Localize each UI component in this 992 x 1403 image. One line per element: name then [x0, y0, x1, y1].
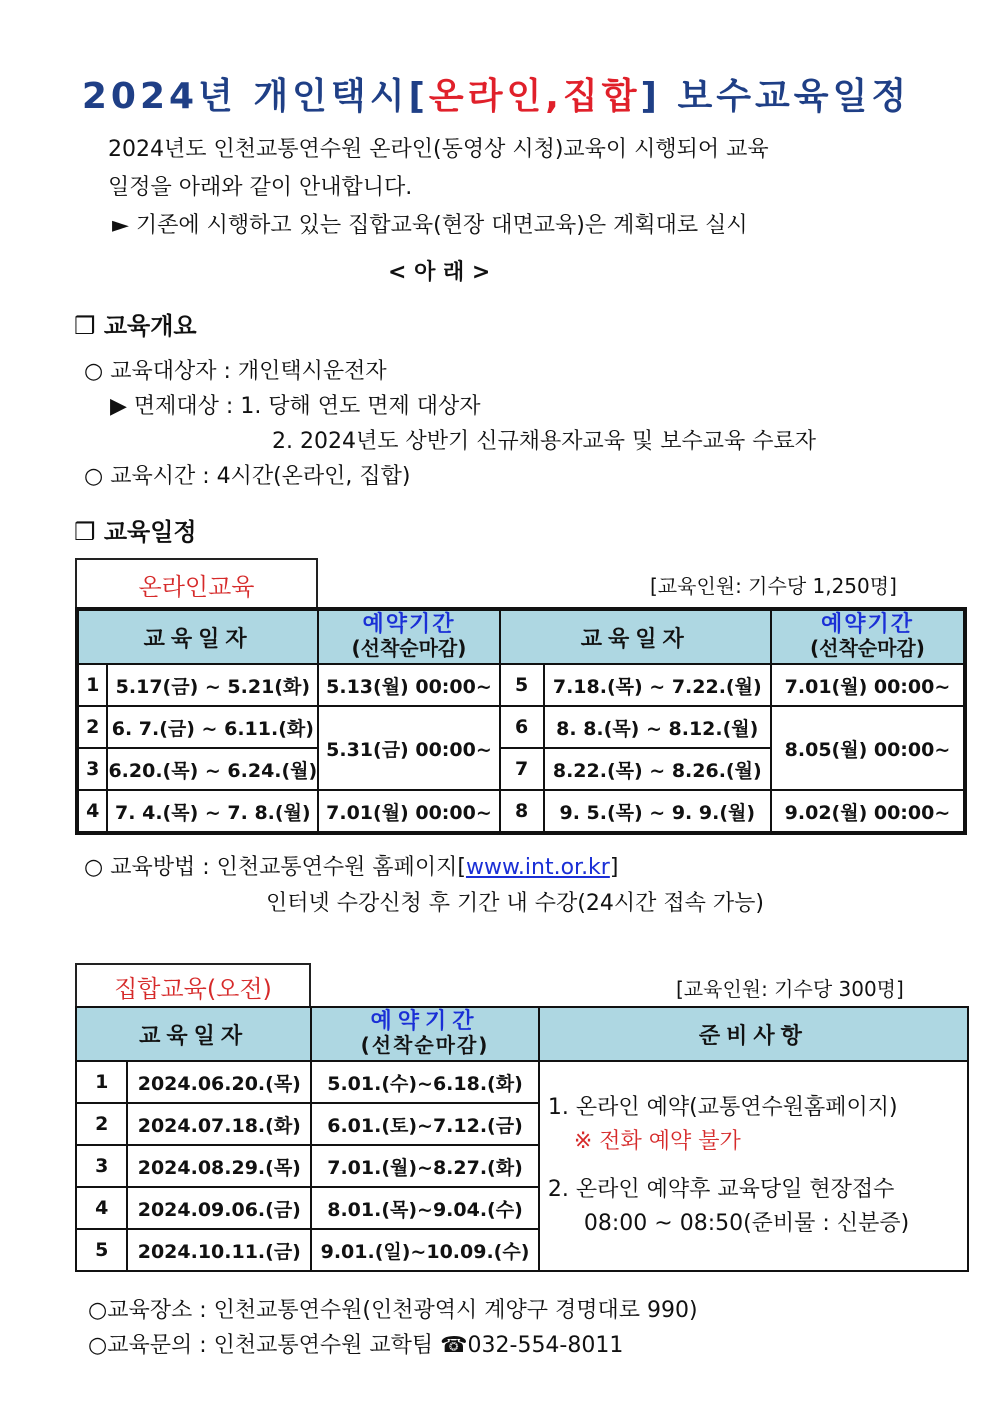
row-number: 7 [500, 748, 544, 790]
prep-item-1: 1. 온라인 예약(교통연수원홈페이지) [547, 1095, 898, 1120]
online-method-1: ○ 교육방법 : 인천교통연수원 홈페이지[www.int.or.kr] [84, 855, 619, 880]
col-header-date: 교육일자 [76, 1007, 311, 1061]
prep-item-2: 2. 온라인 예약후 교육당일 현장접수 [547, 1177, 895, 1202]
page-title: 2024년 개인택시[온라인,집합] 보수교육일정 [81, 76, 911, 117]
footer-place: ○교육장소 : 인천교통연수원(인천광역시 계양구 경명대로 990) [88, 1298, 698, 1323]
education-date: 6. 7.(금) ~ 6.11.(화) [107, 706, 318, 748]
reservation-period: 7.01.(월)~8.27.(화) [311, 1145, 539, 1187]
reservation-period: 8.05(월) 00:00~ [771, 706, 964, 790]
col-header-period: 예약기간 (선착순마감) [311, 1007, 539, 1061]
prep-item-2-time: 08:00 ~ 08:50(준비물 : 신분증) [583, 1211, 910, 1236]
group-label: 집합교육(오전) [75, 963, 311, 1007]
reservation-period: 7.01(월) 00:00~ [318, 790, 499, 832]
homepage-link[interactable]: www.int.or.kr [465, 855, 610, 880]
table-row [76, 1061, 968, 1103]
education-date: 5.17(금) ~ 5.21(화) [107, 664, 318, 706]
row-number: 6 [500, 706, 544, 748]
row-number: 5 [76, 1229, 127, 1271]
row-number: 4 [78, 790, 107, 832]
group-capacity: [교육인원: 기수당 300명] [676, 977, 904, 1001]
table-row [78, 706, 964, 748]
notice-heading: < 아 래 > [388, 260, 491, 285]
education-date: 2024.09.06.(금) [127, 1187, 311, 1229]
row-number: 3 [76, 1145, 127, 1187]
col-header-date-2: 교육일자 [500, 610, 771, 664]
col-header-period: 예약기간 (선착순마감) [318, 610, 499, 664]
overview-heading: ❒ 교육개요 [74, 312, 197, 340]
table-header-row [76, 1007, 968, 1061]
education-date: 2024.06.20.(목) [127, 1061, 311, 1103]
reservation-period: 5.31(금) 00:00~ [318, 706, 499, 790]
row-number: 2 [78, 706, 107, 748]
table-row [78, 790, 964, 832]
intro-line-3: ► 기존에 시행하고 있는 집합교육(현장 대면교육)은 계획대로 실시 [112, 213, 748, 238]
overview-exempt-2: 2. 2024년도 상반기 신규채용자교육 및 보수교육 수료자 [272, 429, 816, 454]
online-label: 온라인교육 [75, 558, 318, 608]
reservation-period: 5.13(월) 00:00~ [318, 664, 499, 706]
row-number: 1 [78, 664, 107, 706]
row-number: 8 [500, 790, 544, 832]
education-date: 2024.07.18.(화) [127, 1103, 311, 1145]
reservation-period: 6.01.(토)~7.12.(금) [311, 1103, 539, 1145]
table-header-row [78, 610, 964, 664]
group-schedule-table [75, 1006, 969, 1272]
prep-note: ※ 전화 예약 불가 [573, 1129, 741, 1154]
online-capacity: [교육인원: 기수당 1,250명] [650, 574, 897, 598]
row-number: 2 [76, 1103, 127, 1145]
education-date: 2024.08.29.(목) [127, 1145, 311, 1187]
row-number: 1 [76, 1061, 127, 1103]
row-number: 4 [76, 1187, 127, 1229]
reservation-period: 7.01(월) 00:00~ [771, 664, 964, 706]
overview-time: ○ 교육시간 : 4시간(온라인, 집합) [84, 464, 411, 489]
online-method-2: 인터넷 수강신청 후 기간 내 수강(24시간 접속 가능) [266, 891, 764, 916]
reservation-period: 9.01.(일)~10.09.(수) [311, 1229, 539, 1271]
education-date: 7. 4.(목) ~ 7. 8.(월) [107, 790, 318, 832]
col-header-prep: 준비사항 [539, 1007, 968, 1061]
table-row [78, 664, 964, 706]
education-date: 6.20.(목) ~ 6.24.(월) [107, 748, 318, 790]
online-schedule-table [75, 607, 967, 835]
intro-line-1: 2024년도 인천교통연수원 온라인(동영상 시청)교육이 시행되어 교육 [108, 137, 769, 162]
education-date: 8.22.(목) ~ 8.26.(월) [544, 748, 771, 790]
reservation-period: 8.01.(목)~9.04.(수) [311, 1187, 539, 1229]
row-number: 3 [78, 748, 107, 790]
reservation-period: 9.02(월) 00:00~ [771, 790, 964, 832]
education-date: 2024.10.11.(금) [127, 1229, 311, 1271]
reservation-period: 5.01.(수)~6.18.(화) [311, 1061, 539, 1103]
overview-exempt-1: ▶ 면제대상 : 1. 당해 연도 면제 대상자 [110, 394, 481, 419]
overview-target: ○ 교육대상자 : 개인택시운전자 [84, 359, 387, 384]
preparation-notes [539, 1061, 968, 1271]
intro-line-2: 일정을 아래와 같이 안내합니다. [108, 175, 413, 200]
col-header-period-2: 예약기간 (선착순마감) [771, 610, 964, 664]
row-number: 5 [500, 664, 544, 706]
footer-contact: ○교육문의 : 인천교통연수원 교학팀 ☎032-554-8011 [88, 1333, 624, 1358]
education-date: 9. 5.(목) ~ 9. 9.(월) [544, 790, 771, 832]
education-date: 8. 8.(목) ~ 8.12.(월) [544, 706, 771, 748]
schedule-heading: ❒ 교육일정 [74, 518, 197, 546]
education-date: 7.18.(목) ~ 7.22.(월) [544, 664, 771, 706]
col-header-date: 교육일자 [78, 610, 318, 664]
